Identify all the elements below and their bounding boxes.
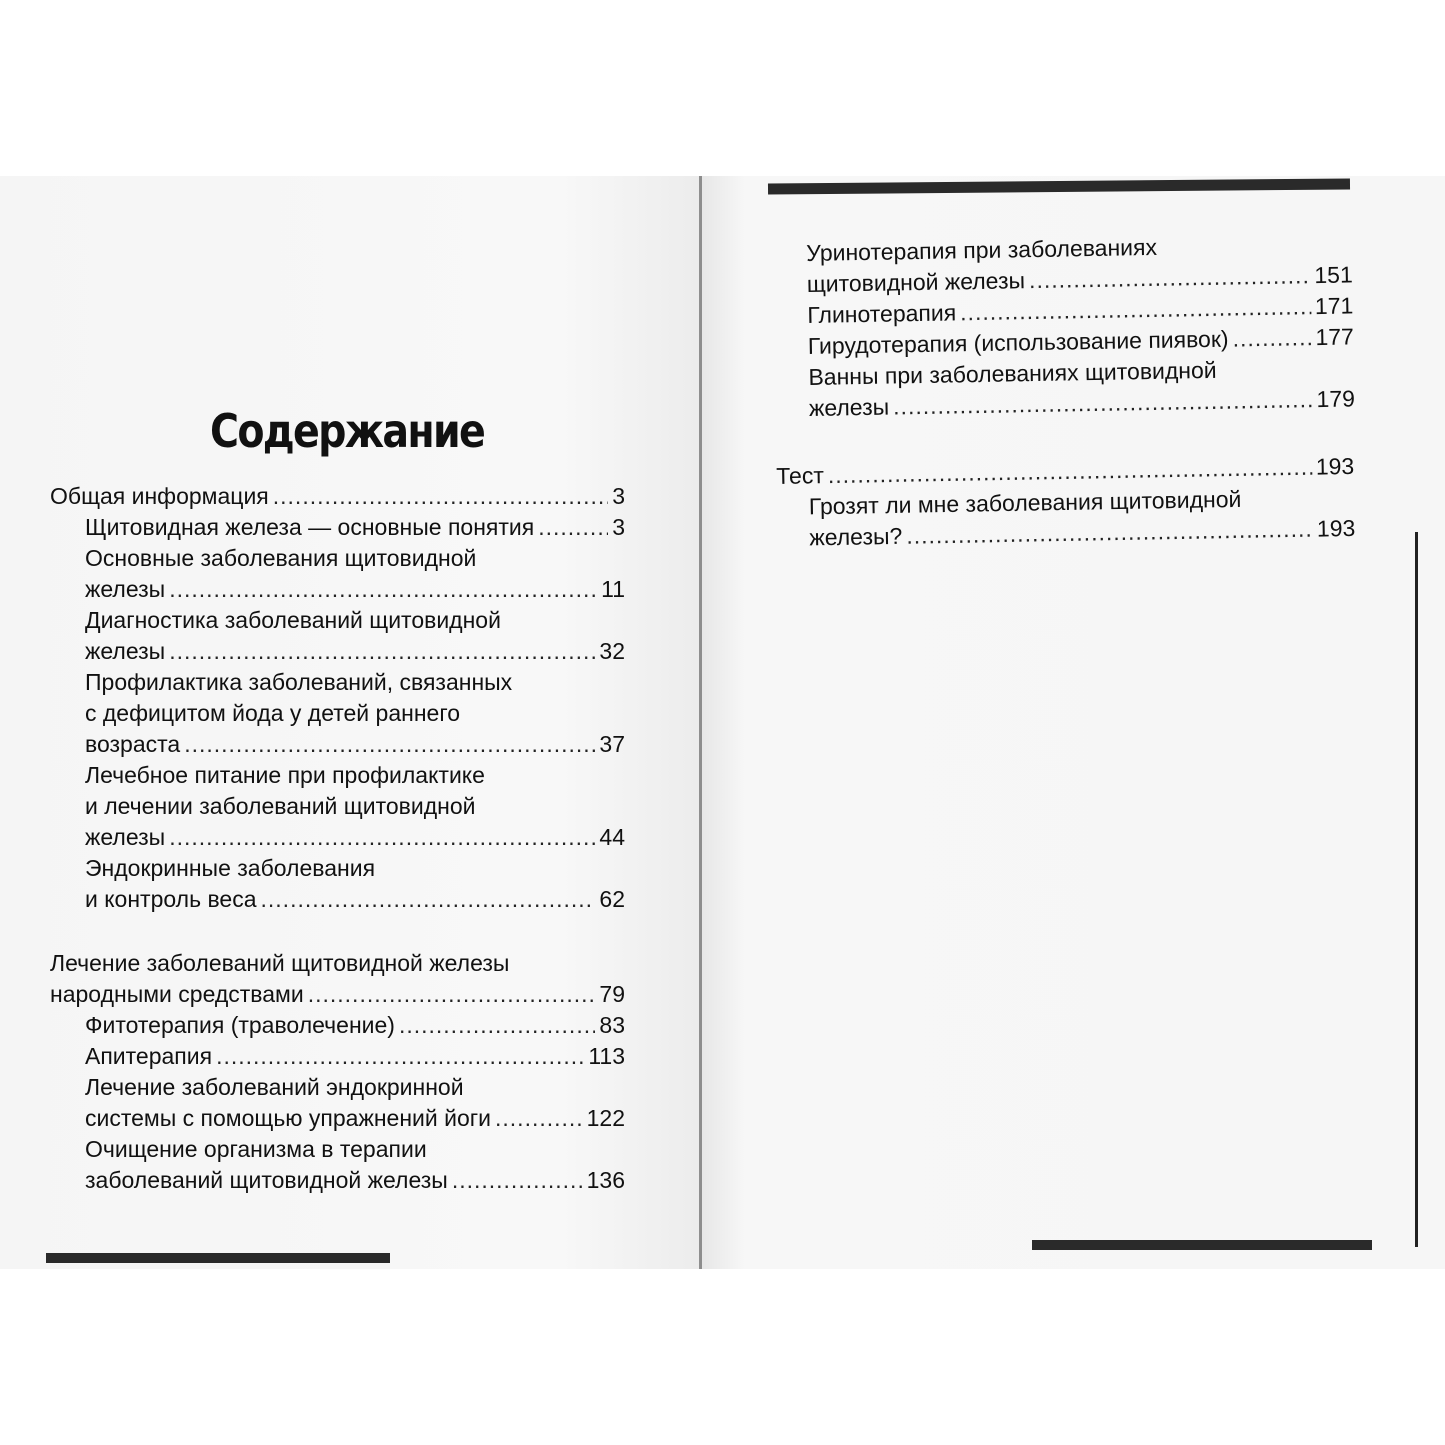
toc-item-title: системы с помощью упражнений йоги — [85, 1105, 492, 1131]
toc-page-number: 3 — [612, 514, 625, 540]
toc-item[interactable] — [777, 482, 1356, 554]
toc-item-title: железы? — [809, 522, 903, 551]
toc-page-number: 11 — [601, 576, 625, 602]
toc-page-number: 79 — [599, 981, 625, 1007]
toc-item-title: Грозят ли мне заболевания щитовидной — [808, 485, 1242, 520]
toc-left — [50, 481, 625, 1196]
right-page-side-line — [1415, 532, 1418, 1247]
toc-item-title: с дефицитом йода у детей раннего — [85, 700, 460, 726]
toc-item-title: Апитерапия — [85, 1043, 213, 1069]
toc-page-number: 62 — [599, 886, 625, 912]
toc-item-title: Фитотерапия (траволечение) — [85, 1012, 395, 1038]
toc-page-number: 37 — [599, 731, 625, 757]
toc-item-title: щитовидной железы — [806, 267, 1026, 297]
toc-page-number: 151 — [1314, 261, 1353, 289]
toc-item-title: железы — [808, 393, 890, 421]
left-page-bottom-rule — [46, 1253, 390, 1263]
toc-item-title: Глинотерапия — [807, 299, 957, 328]
page-title: Содержание — [210, 404, 485, 458]
toc-item-title: Щитовидная железа — основные понятия — [85, 514, 535, 540]
toc-item[interactable] — [806, 228, 1353, 300]
toc-section-title: Общая информация — [50, 483, 269, 509]
toc-page-number: 177 — [1315, 323, 1355, 351]
toc-item[interactable] — [50, 1134, 625, 1196]
toc-page-number: 3 — [612, 483, 625, 509]
toc-item[interactable] — [50, 1010, 625, 1041]
toc-section[interactable] — [50, 481, 625, 512]
book-gutter — [699, 176, 702, 1269]
toc-page-number: 83 — [599, 1012, 625, 1038]
toc-item[interactable] — [50, 605, 625, 667]
toc-item-title: возраста — [85, 731, 181, 757]
toc-item-title: Лечение заболеваний эндокринной — [85, 1074, 464, 1100]
toc-page-number: 113 — [588, 1043, 625, 1069]
book-spread — [0, 176, 1445, 1269]
toc-item[interactable] — [50, 667, 625, 760]
toc-page-number: 32 — [599, 638, 625, 664]
toc-item[interactable] — [50, 853, 625, 915]
toc-item[interactable] — [50, 760, 625, 853]
toc-item-title: железы — [85, 576, 166, 602]
toc-page-number: 171 — [1314, 292, 1354, 320]
toc-item-title: и контроль веса — [85, 886, 257, 912]
toc-item[interactable] — [808, 352, 1355, 424]
toc-item-title: Лечебное питание при профилактике — [85, 762, 485, 788]
toc-section-title: народными средствами — [50, 981, 304, 1007]
toc-item-title: заболеваний щитовидной железы — [85, 1167, 448, 1193]
toc-page-number: 193 — [1316, 514, 1356, 542]
toc-section[interactable] — [50, 948, 625, 1010]
toc-item-title: Очищение организма в терапии — [85, 1136, 427, 1162]
toc-item-title: железы — [85, 638, 166, 664]
toc-item-title: железы — [85, 824, 166, 850]
toc-page-number: 136 — [586, 1167, 625, 1193]
toc-item-title: Диагностика заболеваний щитовидной — [85, 607, 501, 633]
toc-right-test — [776, 451, 1356, 554]
toc-item[interactable] — [50, 512, 625, 543]
toc-section-title: Лечение заболеваний щитовидной железы — [50, 950, 510, 976]
toc-item-title: Эндокринные заболевания — [85, 855, 376, 881]
toc-item-title: Гирудотерапия (использование пиявок) — [807, 325, 1229, 359]
toc-item[interactable] — [50, 543, 625, 605]
toc-item-title: Основные заболевания щитовидной — [85, 545, 477, 571]
toc-page-number: 44 — [599, 824, 625, 850]
toc-item-title: Профилактика заболеваний, связанных — [85, 669, 513, 695]
toc-item-title: и лечении заболеваний щитовидной — [85, 793, 476, 819]
toc-item[interactable] — [50, 1041, 625, 1072]
toc-item[interactable] — [50, 1072, 625, 1134]
toc-item-title: Ванны при заболеваниях щитовидной — [808, 356, 1217, 390]
toc-page-number: 122 — [586, 1105, 625, 1131]
toc-page-number: 193 — [1315, 452, 1355, 480]
right-page-bottom-rule — [1032, 1240, 1372, 1250]
toc-right-continued — [806, 228, 1355, 424]
toc-item-title: Уринотерапия при заболеваниях — [806, 233, 1158, 266]
toc-page-number: 179 — [1316, 385, 1356, 413]
toc-section-title: Тест — [776, 462, 825, 489]
